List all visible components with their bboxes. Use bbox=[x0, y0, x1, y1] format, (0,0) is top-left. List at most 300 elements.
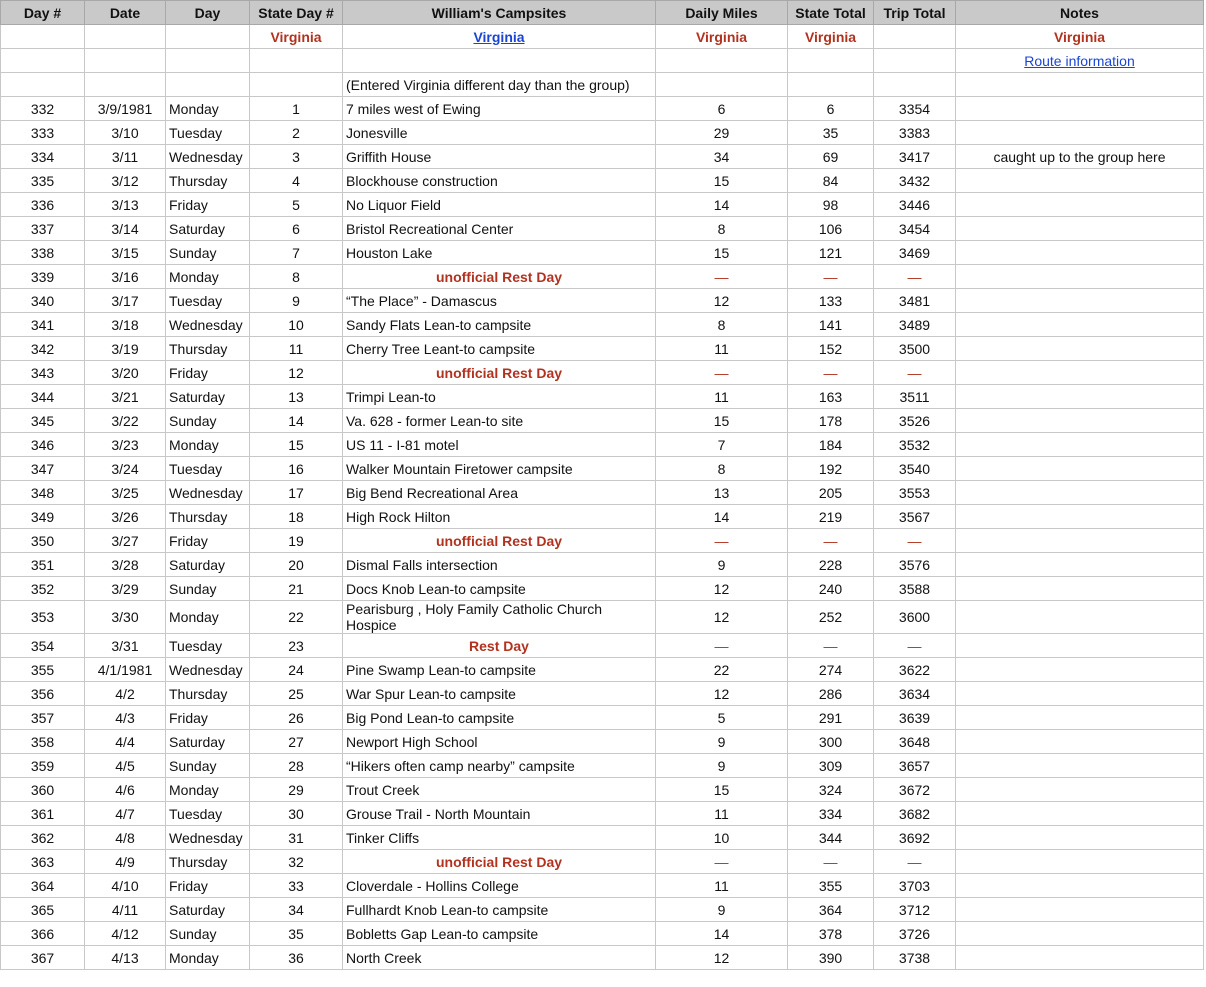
cell-state-total: 355 bbox=[788, 874, 874, 898]
cell-daily-miles: 15 bbox=[656, 778, 788, 802]
table-row bbox=[1, 601, 1204, 634]
cell-state-day: 27 bbox=[250, 730, 343, 754]
cell-state-day: 19 bbox=[250, 529, 343, 553]
cell-daily-miles: 15 bbox=[656, 169, 788, 193]
cell-daily-miles: 9 bbox=[656, 754, 788, 778]
cell-state-day: 30 bbox=[250, 802, 343, 826]
cell-state-total: 192 bbox=[788, 457, 874, 481]
cell-state-total: 344 bbox=[788, 826, 874, 850]
empty-cell bbox=[788, 73, 874, 97]
state-label-notes: Virginia bbox=[956, 25, 1204, 49]
cell-date: 3/26 bbox=[85, 505, 166, 529]
cell-state-day: 9 bbox=[250, 289, 343, 313]
cell-day-number: 363 bbox=[1, 850, 85, 874]
cell-trip-total: 3588 bbox=[874, 577, 956, 601]
cell-date: 4/8 bbox=[85, 826, 166, 850]
cell-state-total: 390 bbox=[788, 946, 874, 970]
table-row bbox=[1, 706, 1204, 730]
cell-weekday: Sunday bbox=[166, 409, 250, 433]
cell-weekday: Thursday bbox=[166, 337, 250, 361]
cell-state-total: 121 bbox=[788, 241, 874, 265]
cell-weekday: Wednesday bbox=[166, 145, 250, 169]
cell-campsite: Fullhardt Knob Lean-to campsite bbox=[343, 898, 656, 922]
cell-campsite: Cherry Tree Leant-to campsite bbox=[343, 337, 656, 361]
cell-day-number: 347 bbox=[1, 457, 85, 481]
entered-virginia-note: (Entered Virginia different day than the group) bbox=[343, 73, 656, 97]
cell-date: 4/5 bbox=[85, 754, 166, 778]
cell-day-number: 352 bbox=[1, 577, 85, 601]
cell-date: 3/17 bbox=[85, 289, 166, 313]
cell-day-number: 360 bbox=[1, 778, 85, 802]
empty-cell bbox=[166, 25, 250, 49]
cell-trip-total: 3489 bbox=[874, 313, 956, 337]
cell-day-number: 356 bbox=[1, 682, 85, 706]
cell-campsite: Newport High School bbox=[343, 730, 656, 754]
cell-trip-total: 3576 bbox=[874, 553, 956, 577]
route-information-link[interactable]: Route information bbox=[1024, 52, 1135, 69]
cell-date: 3/16 bbox=[85, 265, 166, 289]
cell-weekday: Tuesday bbox=[166, 802, 250, 826]
cell-weekday: Tuesday bbox=[166, 634, 250, 658]
rest-day-label: unofficial Rest Day bbox=[343, 529, 656, 553]
cell-state-total: 84 bbox=[788, 169, 874, 193]
cell-note bbox=[956, 97, 1204, 121]
cell-day-number: 364 bbox=[1, 874, 85, 898]
cell-weekday: Wednesday bbox=[166, 658, 250, 682]
cell-day-number: 332 bbox=[1, 97, 85, 121]
cell-day-number: 348 bbox=[1, 481, 85, 505]
cell-weekday: Monday bbox=[166, 778, 250, 802]
cell-campsite: Big Bend Recreational Area bbox=[343, 481, 656, 505]
cell-trip-total: 3354 bbox=[874, 97, 956, 121]
cell-day-number: 337 bbox=[1, 217, 85, 241]
cell-weekday: Friday bbox=[166, 874, 250, 898]
empty-cell bbox=[343, 49, 656, 73]
virginia-campsites-link[interactable]: Virginia bbox=[473, 28, 525, 45]
cell-trip-total: 3532 bbox=[874, 433, 956, 457]
cell-state-total: 274 bbox=[788, 658, 874, 682]
cell-date: 3/15 bbox=[85, 241, 166, 265]
cell-weekday: Friday bbox=[166, 706, 250, 730]
cell-state-day: 14 bbox=[250, 409, 343, 433]
cell-trip-total: 3500 bbox=[874, 337, 956, 361]
table-row bbox=[1, 169, 1204, 193]
cell-note bbox=[956, 898, 1204, 922]
state-label-state-total: Virginia bbox=[788, 25, 874, 49]
cell-day-number: 345 bbox=[1, 409, 85, 433]
cell-note bbox=[956, 826, 1204, 850]
cell-daily-miles: 12 bbox=[656, 682, 788, 706]
table-row bbox=[1, 457, 1204, 481]
cell-date: 3/25 bbox=[85, 481, 166, 505]
cell-day-number: 340 bbox=[1, 289, 85, 313]
cell-trip-total: 3738 bbox=[874, 946, 956, 970]
empty-cell bbox=[250, 49, 343, 73]
cell-campsite: Pine Swamp Lean-to campsite bbox=[343, 658, 656, 682]
table-row bbox=[1, 361, 1204, 385]
cell-daily-miles: 12 bbox=[656, 946, 788, 970]
table-row bbox=[1, 337, 1204, 361]
cell-state-total: 133 bbox=[788, 289, 874, 313]
cell-daily-miles: 8 bbox=[656, 217, 788, 241]
cell-trip-total: 3648 bbox=[874, 730, 956, 754]
cell-state-day: 17 bbox=[250, 481, 343, 505]
empty-cell bbox=[166, 49, 250, 73]
header-state-day: State Day # bbox=[250, 1, 343, 25]
cell-campsite: Blockhouse construction bbox=[343, 169, 656, 193]
cell-state-day: 16 bbox=[250, 457, 343, 481]
cell-daily-miles: 7 bbox=[656, 433, 788, 457]
cell-state-total: 35 bbox=[788, 121, 874, 145]
cell-date: 3/21 bbox=[85, 385, 166, 409]
cell-weekday: Friday bbox=[166, 361, 250, 385]
cell-state-day: 11 bbox=[250, 337, 343, 361]
cell-note bbox=[956, 193, 1204, 217]
cell-day-number: 339 bbox=[1, 265, 85, 289]
table-row bbox=[1, 682, 1204, 706]
cell-campsite: US 11 - I-81 motel bbox=[343, 433, 656, 457]
cell-trip-total: 3703 bbox=[874, 874, 956, 898]
cell-state-day: 24 bbox=[250, 658, 343, 682]
cell-state-day: 28 bbox=[250, 754, 343, 778]
cell-trip-total: 3553 bbox=[874, 481, 956, 505]
header-daily-miles: Daily Miles bbox=[656, 1, 788, 25]
cell-daily-miles: 13 bbox=[656, 481, 788, 505]
cell-weekday: Monday bbox=[166, 97, 250, 121]
cell-campsite: Jonesville bbox=[343, 121, 656, 145]
cell-weekday: Tuesday bbox=[166, 457, 250, 481]
cell-date: 4/10 bbox=[85, 874, 166, 898]
cell-state-day: 13 bbox=[250, 385, 343, 409]
cell-weekday: Tuesday bbox=[166, 121, 250, 145]
cell-weekday: Monday bbox=[166, 265, 250, 289]
cell-date: 4/6 bbox=[85, 778, 166, 802]
cell-day-number: 365 bbox=[1, 898, 85, 922]
cell-day-number: 355 bbox=[1, 658, 85, 682]
cell-state-total: 286 bbox=[788, 682, 874, 706]
cell-date: 3/12 bbox=[85, 169, 166, 193]
cell-daily-miles: 22 bbox=[656, 658, 788, 682]
cell-date: 4/13 bbox=[85, 946, 166, 970]
cell-note bbox=[956, 754, 1204, 778]
cell-note bbox=[956, 850, 1204, 874]
cell-campsite: Trimpi Lean-to bbox=[343, 385, 656, 409]
table-row bbox=[1, 97, 1204, 121]
header-row bbox=[1, 1, 1204, 25]
cell-state-day: 34 bbox=[250, 898, 343, 922]
cell-day-number: 343 bbox=[1, 361, 85, 385]
cell-state-day: 25 bbox=[250, 682, 343, 706]
cell-trip-total: 3634 bbox=[874, 682, 956, 706]
cell-weekday: Wednesday bbox=[166, 313, 250, 337]
table-row bbox=[1, 634, 1204, 658]
cell-trip-total: — bbox=[874, 265, 956, 289]
cell-day-number: 351 bbox=[1, 553, 85, 577]
cell-state-day: 10 bbox=[250, 313, 343, 337]
cell-campsite: 7 miles west of Ewing bbox=[343, 97, 656, 121]
cell-state-day: 15 bbox=[250, 433, 343, 457]
cell-state-day: 20 bbox=[250, 553, 343, 577]
cell-state-total: 6 bbox=[788, 97, 874, 121]
cell-date: 3/13 bbox=[85, 193, 166, 217]
cell-campsite: Grouse Trail - North Mountain bbox=[343, 802, 656, 826]
cell-state-total: 240 bbox=[788, 577, 874, 601]
cell-note bbox=[956, 778, 1204, 802]
cell-campsite: Griffith House bbox=[343, 145, 656, 169]
cell-note bbox=[956, 361, 1204, 385]
cell-weekday: Saturday bbox=[166, 730, 250, 754]
cell-date: 3/19 bbox=[85, 337, 166, 361]
cell-daily-miles: 8 bbox=[656, 313, 788, 337]
cell-weekday: Thursday bbox=[166, 682, 250, 706]
cell-note bbox=[956, 601, 1204, 634]
cell-campsite: North Creek bbox=[343, 946, 656, 970]
cell-day-number: 342 bbox=[1, 337, 85, 361]
table-row bbox=[1, 217, 1204, 241]
cell-campsite: Trout Creek bbox=[343, 778, 656, 802]
cell-state-day: 12 bbox=[250, 361, 343, 385]
table-row bbox=[1, 289, 1204, 313]
empty-cell bbox=[250, 73, 343, 97]
cell-daily-miles: 12 bbox=[656, 289, 788, 313]
cell-daily-miles: 14 bbox=[656, 922, 788, 946]
table-row bbox=[1, 826, 1204, 850]
cell-day-number: 336 bbox=[1, 193, 85, 217]
cell-daily-miles: 5 bbox=[656, 706, 788, 730]
cell-trip-total: 3639 bbox=[874, 706, 956, 730]
header-trip-total: Trip Total bbox=[874, 1, 956, 25]
empty-cell bbox=[166, 73, 250, 97]
table-row bbox=[1, 898, 1204, 922]
cell-date: 3/11 bbox=[85, 145, 166, 169]
cell-note bbox=[956, 241, 1204, 265]
cell-state-total: 163 bbox=[788, 385, 874, 409]
cell-campsite: High Rock Hilton bbox=[343, 505, 656, 529]
cell-campsite: “Hikers often camp nearby” campsite bbox=[343, 754, 656, 778]
table-row bbox=[1, 730, 1204, 754]
cell-date: 4/3 bbox=[85, 706, 166, 730]
cell-state-day: 22 bbox=[250, 601, 343, 634]
cell-campsite: Cloverdale - Hollins College bbox=[343, 874, 656, 898]
cell-day-number: 361 bbox=[1, 802, 85, 826]
cell-date: 3/18 bbox=[85, 313, 166, 337]
table-row bbox=[1, 265, 1204, 289]
cell-daily-miles: — bbox=[656, 529, 788, 553]
cell-daily-miles: 12 bbox=[656, 577, 788, 601]
cell-day-number: 354 bbox=[1, 634, 85, 658]
cell-daily-miles: 9 bbox=[656, 553, 788, 577]
cell-weekday: Saturday bbox=[166, 385, 250, 409]
cell-trip-total: 3417 bbox=[874, 145, 956, 169]
cell-day-number: 350 bbox=[1, 529, 85, 553]
empty-cell bbox=[874, 49, 956, 73]
cell-trip-total: 3454 bbox=[874, 217, 956, 241]
cell-note bbox=[956, 553, 1204, 577]
header-state-total: State Total bbox=[788, 1, 874, 25]
table-row bbox=[1, 874, 1204, 898]
cell-note bbox=[956, 946, 1204, 970]
cell-date: 3/10 bbox=[85, 121, 166, 145]
cell-state-total: 205 bbox=[788, 481, 874, 505]
cell-trip-total: 3672 bbox=[874, 778, 956, 802]
cell-daily-miles: — bbox=[656, 850, 788, 874]
table-row bbox=[1, 754, 1204, 778]
cell-note bbox=[956, 922, 1204, 946]
cell-day-number: 366 bbox=[1, 922, 85, 946]
cell-trip-total: 3526 bbox=[874, 409, 956, 433]
entered-note-row bbox=[1, 73, 1204, 97]
cell-state-total: 184 bbox=[788, 433, 874, 457]
table-row bbox=[1, 553, 1204, 577]
cell-trip-total: 3469 bbox=[874, 241, 956, 265]
cell-daily-miles: 15 bbox=[656, 241, 788, 265]
cell-state-day: 36 bbox=[250, 946, 343, 970]
cell-trip-total: — bbox=[874, 361, 956, 385]
empty-cell bbox=[956, 73, 1204, 97]
state-row bbox=[1, 25, 1204, 49]
cell-daily-miles: 9 bbox=[656, 898, 788, 922]
cell-state-total: 324 bbox=[788, 778, 874, 802]
cell-state-total: 106 bbox=[788, 217, 874, 241]
empty-cell bbox=[874, 25, 956, 49]
cell-state-total: 178 bbox=[788, 409, 874, 433]
cell-state-total: 364 bbox=[788, 898, 874, 922]
cell-state-total: — bbox=[788, 361, 874, 385]
table-row bbox=[1, 433, 1204, 457]
cell-state-day: 21 bbox=[250, 577, 343, 601]
cell-weekday: Friday bbox=[166, 193, 250, 217]
header-weekday: Day bbox=[166, 1, 250, 25]
cell-day-number: 362 bbox=[1, 826, 85, 850]
cell-date: 3/29 bbox=[85, 577, 166, 601]
table-row bbox=[1, 409, 1204, 433]
cell-state-total: 309 bbox=[788, 754, 874, 778]
rest-day-label: unofficial Rest Day bbox=[343, 265, 656, 289]
state-label-daily-miles: Virginia bbox=[656, 25, 788, 49]
cell-day-number: 357 bbox=[1, 706, 85, 730]
cell-state-total: 300 bbox=[788, 730, 874, 754]
cell-state-total: 69 bbox=[788, 145, 874, 169]
table-row bbox=[1, 193, 1204, 217]
cell-weekday: Tuesday bbox=[166, 289, 250, 313]
cell-state-total: 378 bbox=[788, 922, 874, 946]
cell-state-day: 6 bbox=[250, 217, 343, 241]
cell-note bbox=[956, 289, 1204, 313]
state-label-state-day: Virginia bbox=[250, 25, 343, 49]
cell-state-total: — bbox=[788, 850, 874, 874]
cell-state-day: 35 bbox=[250, 922, 343, 946]
cell-daily-miles: 29 bbox=[656, 121, 788, 145]
cell-weekday: Thursday bbox=[166, 505, 250, 529]
cell-weekday: Saturday bbox=[166, 898, 250, 922]
cell-campsite: Sandy Flats Lean-to campsite bbox=[343, 313, 656, 337]
table-row bbox=[1, 658, 1204, 682]
header-notes: Notes bbox=[956, 1, 1204, 25]
cell-campsite: Walker Mountain Firetower campsite bbox=[343, 457, 656, 481]
empty-cell bbox=[1, 73, 85, 97]
cell-trip-total: 3432 bbox=[874, 169, 956, 193]
cell-note: caught up to the group here bbox=[956, 145, 1204, 169]
cell-date: 4/4 bbox=[85, 730, 166, 754]
cell-day-number: 333 bbox=[1, 121, 85, 145]
cell-date: 4/11 bbox=[85, 898, 166, 922]
cell-day-number: 353 bbox=[1, 601, 85, 634]
cell-weekday: Sunday bbox=[166, 922, 250, 946]
cell-campsite: Va. 628 - former Lean-to site bbox=[343, 409, 656, 433]
cell-date: 4/2 bbox=[85, 682, 166, 706]
cell-daily-miles: 11 bbox=[656, 874, 788, 898]
table-row bbox=[1, 529, 1204, 553]
cell-daily-miles: 9 bbox=[656, 730, 788, 754]
cell-day-number: 358 bbox=[1, 730, 85, 754]
cell-state-total: — bbox=[788, 529, 874, 553]
table-row bbox=[1, 577, 1204, 601]
cell-weekday: Wednesday bbox=[166, 481, 250, 505]
empty-cell bbox=[85, 49, 166, 73]
cell-weekday: Sunday bbox=[166, 754, 250, 778]
cell-date: 3/28 bbox=[85, 553, 166, 577]
table-row bbox=[1, 850, 1204, 874]
cell-date: 3/31 bbox=[85, 634, 166, 658]
cell-state-total: 152 bbox=[788, 337, 874, 361]
cell-campsite: Tinker Cliffs bbox=[343, 826, 656, 850]
cell-state-day: 29 bbox=[250, 778, 343, 802]
cell-note bbox=[956, 730, 1204, 754]
cell-note bbox=[956, 577, 1204, 601]
cell-date: 3/9/1981 bbox=[85, 97, 166, 121]
cell-trip-total: 3540 bbox=[874, 457, 956, 481]
cell-state-total: 98 bbox=[788, 193, 874, 217]
cell-trip-total: 3657 bbox=[874, 754, 956, 778]
table-row bbox=[1, 922, 1204, 946]
cell-state-day: 1 bbox=[250, 97, 343, 121]
cell-trip-total: — bbox=[874, 850, 956, 874]
cell-weekday: Saturday bbox=[166, 553, 250, 577]
cell-note bbox=[956, 706, 1204, 730]
cell-daily-miles: — bbox=[656, 265, 788, 289]
header-date: Date bbox=[85, 1, 166, 25]
empty-cell bbox=[85, 73, 166, 97]
empty-cell bbox=[656, 49, 788, 73]
cell-date: 3/23 bbox=[85, 433, 166, 457]
cell-weekday: Thursday bbox=[166, 850, 250, 874]
empty-cell bbox=[1, 25, 85, 49]
cell-state-day: 26 bbox=[250, 706, 343, 730]
table-row bbox=[1, 145, 1204, 169]
cell-state-total: 252 bbox=[788, 601, 874, 634]
cell-date: 4/7 bbox=[85, 802, 166, 826]
table-row bbox=[1, 241, 1204, 265]
empty-cell bbox=[874, 73, 956, 97]
cell-date: 3/24 bbox=[85, 457, 166, 481]
cell-day-number: 359 bbox=[1, 754, 85, 778]
cell-state-day: 23 bbox=[250, 634, 343, 658]
table-row bbox=[1, 313, 1204, 337]
cell-day-number: 335 bbox=[1, 169, 85, 193]
rest-day-label: unofficial Rest Day bbox=[343, 361, 656, 385]
cell-date: 3/27 bbox=[85, 529, 166, 553]
header-campsites: William's Campsites bbox=[343, 1, 656, 25]
cell-weekday: Monday bbox=[166, 946, 250, 970]
rest-day-label: Rest Day bbox=[343, 634, 656, 658]
cell-state-day: 2 bbox=[250, 121, 343, 145]
cell-day-number: 344 bbox=[1, 385, 85, 409]
cell-campsite: War Spur Lean-to campsite bbox=[343, 682, 656, 706]
cell-state-day: 4 bbox=[250, 169, 343, 193]
cell-note bbox=[956, 409, 1204, 433]
cell-weekday: Monday bbox=[166, 433, 250, 457]
table-row bbox=[1, 385, 1204, 409]
